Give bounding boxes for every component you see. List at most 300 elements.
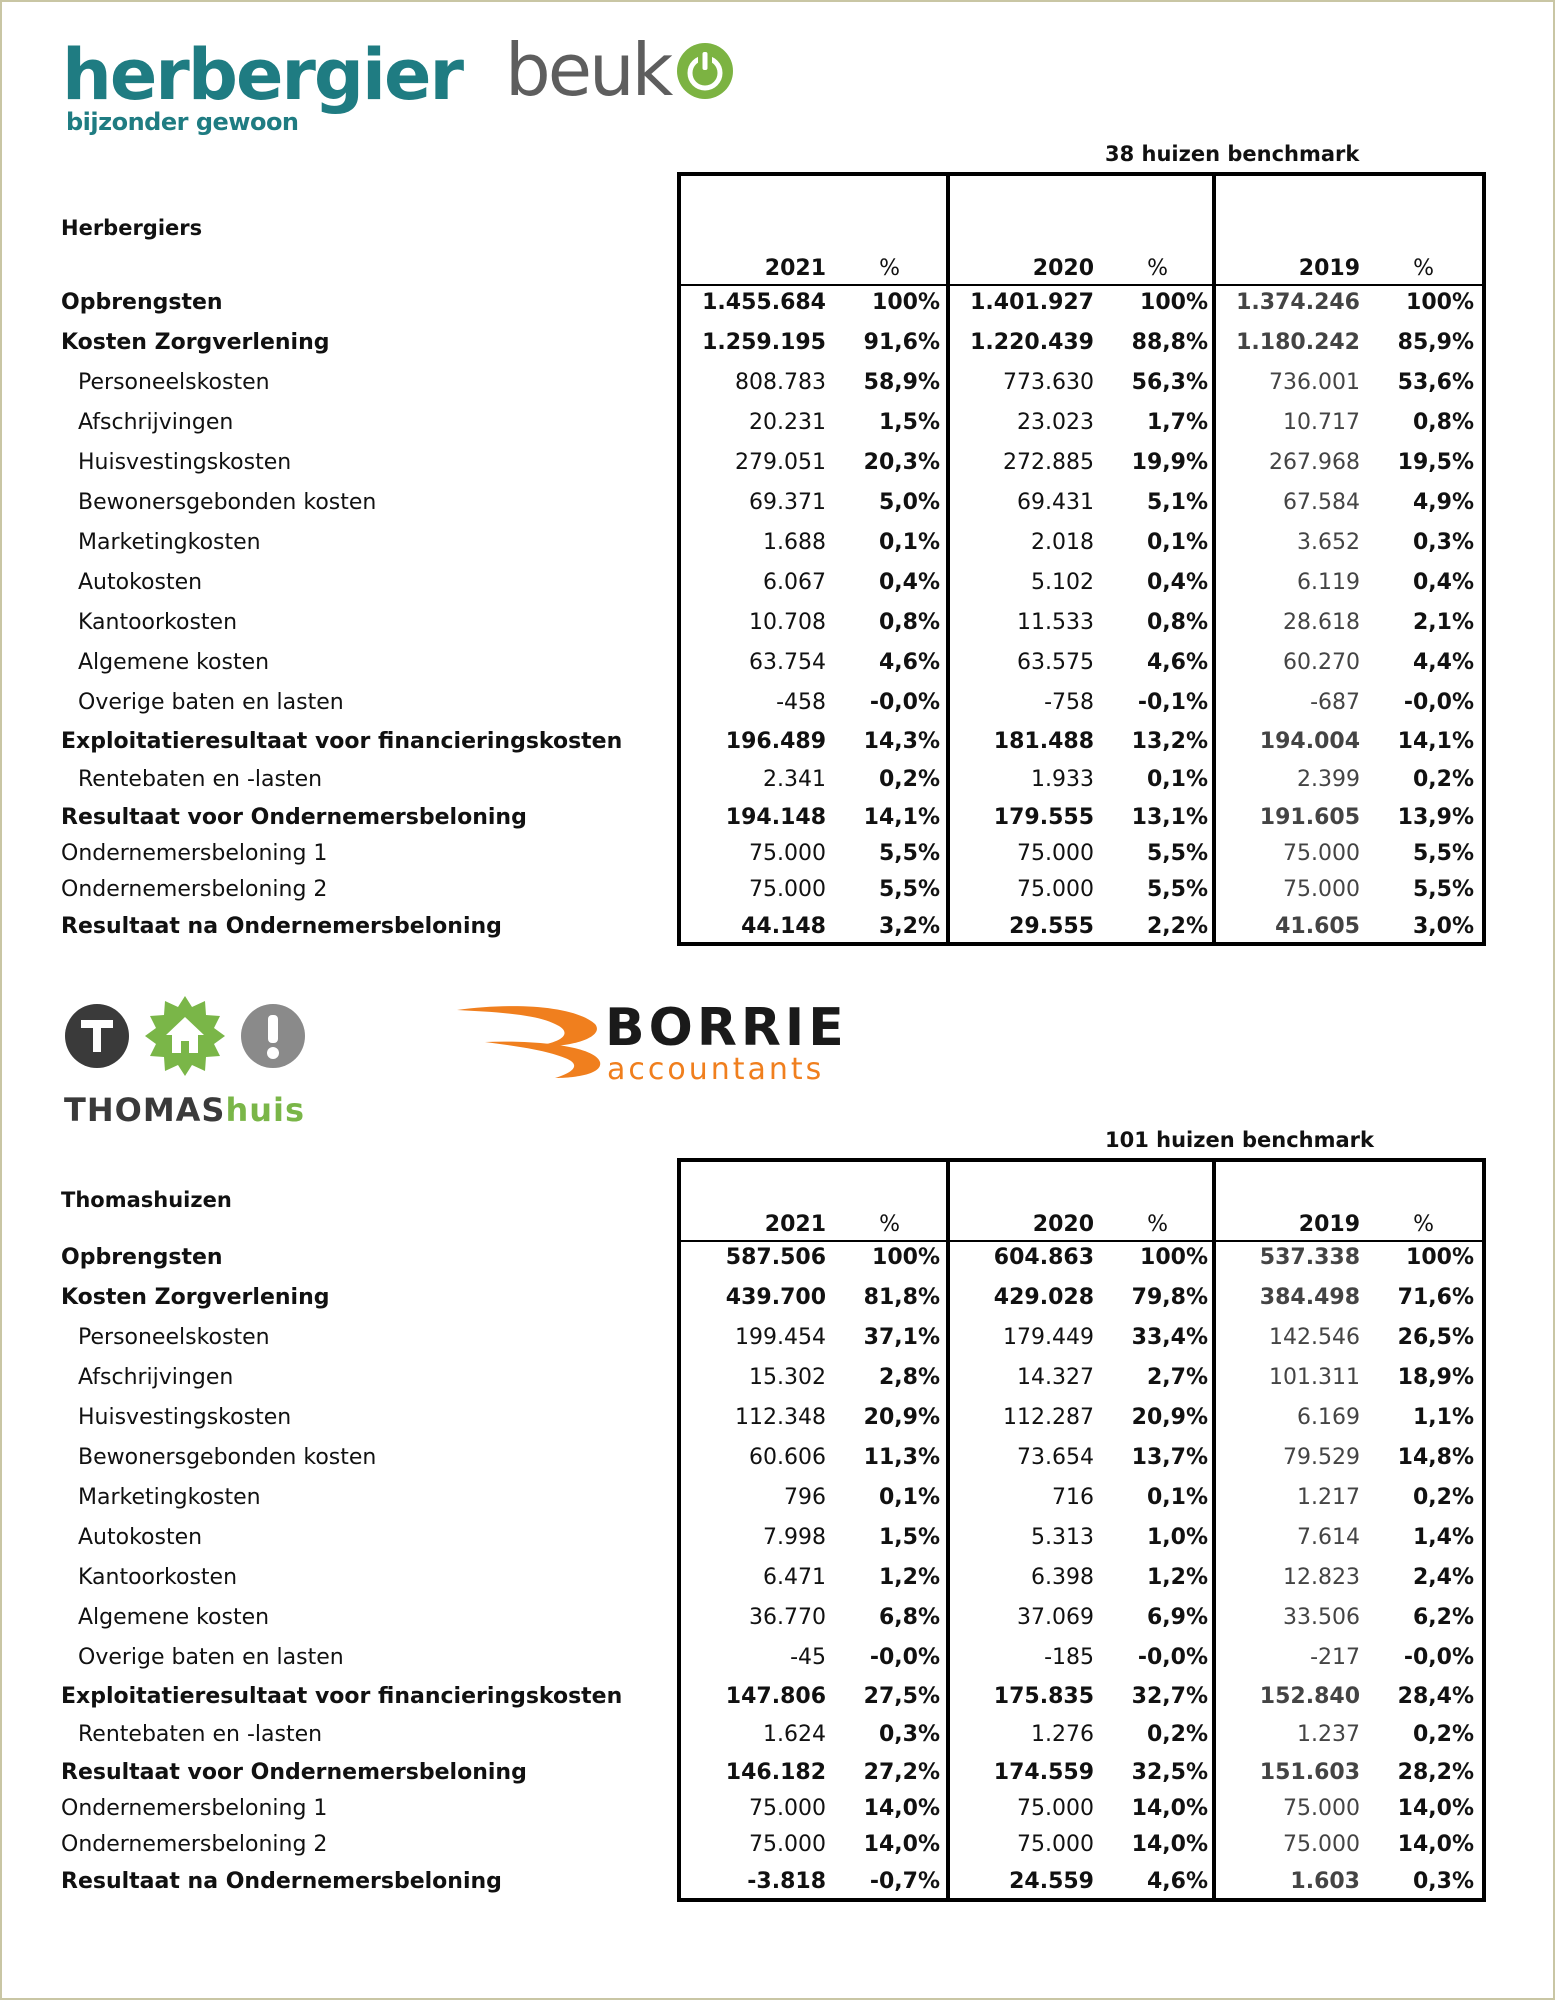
value-cell: 6.169	[1297, 1405, 1360, 1430]
value-cell: 1.603	[1290, 1869, 1360, 1894]
percent-cell: 3,0%	[1412, 914, 1474, 939]
percent-cell: 1,7%	[1146, 410, 1208, 435]
value-cell: 267.968	[1269, 450, 1360, 475]
value-cell: 194.148	[725, 805, 826, 830]
percent-cell: 11,3%	[863, 1445, 940, 1470]
header-year: 2020	[1032, 1212, 1094, 1237]
value-cell: 5.313	[1031, 1525, 1094, 1550]
table-row	[0, 610, 1555, 640]
table-row	[0, 841, 1555, 871]
value-cell: 146.182	[725, 1760, 826, 1785]
value-cell: 194.004	[1259, 729, 1360, 754]
value-cell: 75.000	[1283, 877, 1360, 902]
header-year: 2021	[764, 1212, 826, 1237]
percent-cell: 0,4%	[1146, 570, 1208, 595]
percent-cell: 14,0%	[1397, 1832, 1474, 1857]
percent-cell: -0,7%	[869, 1869, 940, 1894]
table-row	[0, 1684, 1555, 1714]
value-cell: 75.000	[1017, 841, 1094, 866]
value-cell: 6.119	[1297, 570, 1360, 595]
value-cell: -3.818	[747, 1869, 826, 1894]
value-cell: 29.555	[1009, 914, 1094, 939]
row-label: Exploitatieresultaat voor financieringskosten	[61, 1684, 623, 1709]
value-cell: 2.018	[1031, 530, 1094, 555]
percent-cell: 20,9%	[1131, 1405, 1208, 1430]
percent-cell: 1,4%	[1412, 1525, 1474, 1550]
value-cell: -45	[790, 1645, 826, 1670]
percent-cell: 100%	[1140, 1245, 1208, 1270]
value-cell: 174.559	[993, 1760, 1094, 1785]
percent-cell: 5,5%	[1412, 877, 1474, 902]
value-cell: 75.000	[1283, 1796, 1360, 1821]
percent-cell: 14,3%	[863, 729, 940, 754]
percent-cell: 85,9%	[1397, 330, 1474, 355]
percent-cell: 5,5%	[1412, 841, 1474, 866]
percent-cell: 6,2%	[1412, 1605, 1474, 1630]
value-cell: 384.498	[1259, 1285, 1360, 1310]
value-cell: 429.028	[993, 1285, 1094, 1310]
table-row	[0, 530, 1555, 560]
percent-cell: 0,4%	[878, 570, 940, 595]
value-cell: 6.398	[1031, 1565, 1094, 1590]
value-cell: 23.023	[1017, 410, 1094, 435]
row-label: Huisvestingskosten	[78, 450, 292, 475]
header-pct: %	[1413, 1212, 1434, 1237]
percent-cell: 4,6%	[878, 650, 940, 675]
percent-cell: 1,2%	[1146, 1565, 1208, 1590]
table-row	[0, 1565, 1555, 1595]
row-label: Autokosten	[78, 1525, 203, 1550]
value-cell: 3.652	[1297, 530, 1360, 555]
percent-cell: 13,9%	[1397, 805, 1474, 830]
beuk-logo	[505, 30, 734, 110]
percent-cell: 20,9%	[863, 1405, 940, 1430]
percent-cell: 14,1%	[1397, 729, 1474, 754]
table-row	[0, 370, 1555, 400]
percent-cell: 14,0%	[1131, 1832, 1208, 1857]
value-cell: 199.454	[735, 1325, 826, 1350]
value-cell: 1.217	[1297, 1485, 1360, 1510]
row-label: Kosten Zorgverlening	[61, 330, 330, 355]
value-cell: 11.533	[1017, 610, 1094, 635]
header-pct: %	[1413, 256, 1434, 281]
row-label: Opbrengsten	[61, 1245, 223, 1270]
value-cell: 6.471	[763, 1565, 826, 1590]
table-row	[0, 650, 1555, 680]
thomas-t-icon	[64, 1003, 130, 1073]
value-cell: 7.614	[1297, 1525, 1360, 1550]
value-cell: 37.069	[1017, 1605, 1094, 1630]
value-cell: 33.506	[1283, 1605, 1360, 1630]
thomas-logo-text-thomas: THOMAS	[64, 1091, 226, 1129]
row-label: Bewonersgebonden kosten	[78, 490, 377, 515]
percent-cell: 27,2%	[863, 1760, 940, 1785]
percent-cell: 14,0%	[863, 1796, 940, 1821]
row-label: Ondernemersbeloning 1	[61, 1796, 328, 1821]
percent-cell: 0,8%	[1412, 410, 1474, 435]
row-label: Rentebaten en -lasten	[78, 1722, 323, 1747]
value-cell: 75.000	[749, 877, 826, 902]
borrie-logo-sub: accountants	[607, 1052, 825, 1087]
value-cell: -185	[1044, 1645, 1094, 1670]
percent-cell: 14,8%	[1397, 1445, 1474, 1470]
table-row	[0, 1285, 1555, 1315]
value-cell: 112.287	[1003, 1405, 1094, 1430]
row-label: Resultaat voor Ondernemersbeloning	[61, 805, 527, 830]
value-cell: 10.708	[749, 610, 826, 635]
row-label: Marketingkosten	[78, 530, 261, 555]
percent-cell: 14,0%	[863, 1832, 940, 1857]
row-label: Autokosten	[78, 570, 203, 595]
table-row	[0, 1832, 1555, 1862]
value-cell: 1.259.195	[702, 330, 826, 355]
percent-cell: -0,0%	[869, 1645, 940, 1670]
percent-cell: 2,8%	[878, 1365, 940, 1390]
value-cell: 1.374.246	[1236, 290, 1360, 315]
percent-cell: 27,5%	[863, 1684, 940, 1709]
row-label: Kosten Zorgverlening	[61, 1285, 330, 1310]
header-year: 2019	[1298, 1212, 1360, 1237]
table-row	[0, 1485, 1555, 1515]
table-row	[0, 877, 1555, 907]
percent-cell: 18,9%	[1397, 1365, 1474, 1390]
value-cell: 12.823	[1283, 1565, 1360, 1590]
herbergier-logo-tagline: bijzonder gewoon	[66, 108, 299, 136]
row-label: Ondernemersbeloning 1	[61, 841, 328, 866]
value-cell: 716	[1052, 1485, 1094, 1510]
herbergier-logo	[62, 34, 463, 136]
value-cell: 10.717	[1283, 410, 1360, 435]
table-row	[0, 330, 1555, 360]
percent-cell: 0,1%	[878, 530, 940, 555]
row-label: Opbrengsten	[61, 290, 223, 315]
row-label: Afschrijvingen	[78, 1365, 234, 1390]
value-cell: 1.933	[1031, 767, 1094, 792]
table-row	[0, 914, 1555, 944]
percent-cell: 13,2%	[1131, 729, 1208, 754]
row-label: Algemene kosten	[78, 1605, 270, 1630]
percent-cell: 5,5%	[878, 877, 940, 902]
value-cell: 20.231	[749, 410, 826, 435]
value-cell: 1.401.927	[970, 290, 1094, 315]
percent-cell: 0,2%	[1146, 1722, 1208, 1747]
table-row	[0, 1525, 1555, 1555]
percent-cell: 0,3%	[1412, 530, 1474, 555]
table-row	[0, 729, 1555, 759]
value-cell: 604.863	[993, 1245, 1094, 1270]
table-row	[0, 570, 1555, 600]
value-cell: -687	[1310, 690, 1360, 715]
percent-cell: 4,9%	[1412, 490, 1474, 515]
value-cell: 67.584	[1283, 490, 1360, 515]
row-label: Huisvestingskosten	[78, 1405, 292, 1430]
header-rule	[680, 284, 1483, 286]
value-cell: 773.630	[1003, 370, 1094, 395]
thomas-exclamation-icon	[240, 1003, 306, 1073]
percent-cell: 0,4%	[1412, 570, 1474, 595]
percent-cell: 5,5%	[1146, 877, 1208, 902]
value-cell: 1.220.439	[970, 330, 1094, 355]
value-cell: 439.700	[725, 1285, 826, 1310]
table-row	[0, 1445, 1555, 1475]
percent-cell: 53,6%	[1397, 370, 1474, 395]
percent-cell: 14,1%	[863, 805, 940, 830]
borrie-logo-name: BORRIE	[605, 998, 848, 1058]
percent-cell: 28,2%	[1397, 1760, 1474, 1785]
value-cell: 179.555	[993, 805, 1094, 830]
value-cell: 179.449	[1003, 1325, 1094, 1350]
row-label: Resultaat voor Ondernemersbeloning	[61, 1760, 527, 1785]
value-cell: 191.605	[1259, 805, 1360, 830]
percent-cell: 5,1%	[1146, 490, 1208, 515]
value-cell: 2.341	[763, 767, 826, 792]
percent-cell: 0,1%	[1146, 530, 1208, 555]
value-cell: 75.000	[749, 1796, 826, 1821]
value-cell: 537.338	[1259, 1245, 1360, 1270]
value-cell: -217	[1310, 1645, 1360, 1670]
percent-cell: 2,2%	[1146, 914, 1208, 939]
percent-cell: 1,5%	[878, 410, 940, 435]
value-cell: 75.000	[1017, 1832, 1094, 1857]
percent-cell: 5,0%	[878, 490, 940, 515]
value-cell: 24.559	[1009, 1869, 1094, 1894]
percent-cell: 0,1%	[878, 1485, 940, 1510]
value-cell: 142.546	[1269, 1325, 1360, 1350]
percent-cell: 0,1%	[1146, 1485, 1208, 1510]
table-row	[0, 1605, 1555, 1635]
borrie-logo	[455, 1000, 848, 1087]
percent-cell: 1,2%	[878, 1565, 940, 1590]
row-label: Personeelskosten	[78, 370, 270, 395]
thomas-logo-text-huis: huis	[225, 1091, 306, 1129]
header-pct: %	[879, 1212, 900, 1237]
thomashuis-logo	[64, 995, 306, 1129]
percent-cell: 2,7%	[1146, 1365, 1208, 1390]
percent-cell: 1,0%	[1146, 1525, 1208, 1550]
percent-cell: 32,5%	[1131, 1760, 1208, 1785]
value-cell: 101.311	[1269, 1365, 1360, 1390]
percent-cell: 13,7%	[1131, 1445, 1208, 1470]
value-cell: 196.489	[725, 729, 826, 754]
row-label: Personeelskosten	[78, 1325, 270, 1350]
table-row	[0, 1796, 1555, 1826]
value-cell: 1.455.684	[702, 290, 826, 315]
percent-cell: -0,0%	[1403, 690, 1474, 715]
value-cell: 112.348	[735, 1405, 826, 1430]
value-cell: 2.399	[1297, 767, 1360, 792]
percent-cell: 100%	[1406, 1245, 1474, 1270]
table-row	[0, 1722, 1555, 1752]
percent-cell: 0,8%	[878, 610, 940, 635]
value-cell: 6.067	[763, 570, 826, 595]
header-pct: %	[879, 256, 900, 281]
value-cell: 28.618	[1283, 610, 1360, 635]
percent-cell: 2,4%	[1412, 1565, 1474, 1590]
value-cell: 1.688	[763, 530, 826, 555]
percent-cell: 0,1%	[1146, 767, 1208, 792]
header-year: 2020	[1032, 256, 1094, 281]
value-cell: 41.605	[1275, 914, 1360, 939]
section-title: Thomashuizen	[61, 1188, 232, 1212]
percent-cell: 4,6%	[1146, 1869, 1208, 1894]
percent-cell: -0,1%	[1137, 690, 1208, 715]
percent-cell: -0,0%	[1403, 1645, 1474, 1670]
table-row	[0, 1760, 1555, 1790]
value-cell: 69.371	[749, 490, 826, 515]
percent-cell: 0,8%	[1146, 610, 1208, 635]
value-cell: 63.754	[749, 650, 826, 675]
value-cell: 60.606	[749, 1445, 826, 1470]
value-cell: 5.102	[1031, 570, 1094, 595]
percent-cell: 100%	[872, 1245, 940, 1270]
row-label: Afschrijvingen	[78, 410, 234, 435]
beuk-power-icon	[676, 42, 734, 104]
percent-cell: 100%	[1406, 290, 1474, 315]
borrie-swoosh-icon	[455, 1002, 605, 1086]
table-row	[0, 410, 1555, 440]
percent-cell: 4,6%	[1146, 650, 1208, 675]
value-cell: 1.276	[1031, 1722, 1094, 1747]
table-row	[0, 450, 1555, 480]
percent-cell: 1,1%	[1412, 1405, 1474, 1430]
value-cell: 75.000	[749, 1832, 826, 1857]
percent-cell: 14,0%	[1397, 1796, 1474, 1821]
herbergier-logo-word: herbergier	[62, 34, 463, 116]
thomashuis-logo-text	[64, 1091, 306, 1129]
percent-cell: 19,5%	[1397, 450, 1474, 475]
percent-cell: 6,9%	[1146, 1605, 1208, 1630]
table-row	[0, 767, 1555, 797]
percent-cell: 32,7%	[1131, 1684, 1208, 1709]
benchmark-title: 38 huizen benchmark	[1105, 142, 1360, 166]
table-row	[0, 490, 1555, 520]
percent-cell: -0,0%	[869, 690, 940, 715]
value-cell: 152.840	[1259, 1684, 1360, 1709]
percent-cell: 20,3%	[863, 450, 940, 475]
row-label: Exploitatieresultaat voor financieringskosten	[61, 729, 623, 754]
value-cell: 279.051	[735, 450, 826, 475]
value-cell: 147.806	[725, 1684, 826, 1709]
value-cell: 36.770	[749, 1605, 826, 1630]
beuk-logo-word: beuk	[505, 28, 671, 112]
table-row	[0, 1405, 1555, 1435]
percent-cell: 0,3%	[878, 1722, 940, 1747]
header-year: 2019	[1298, 256, 1360, 281]
value-cell: 69.431	[1017, 490, 1094, 515]
percent-cell: 0,2%	[1412, 767, 1474, 792]
percent-cell: 100%	[1140, 290, 1208, 315]
percent-cell: 26,5%	[1397, 1325, 1474, 1350]
value-cell: 736.001	[1269, 370, 1360, 395]
row-label: Kantoorkosten	[78, 610, 238, 635]
value-cell: 587.506	[725, 1245, 826, 1270]
thomas-house-icon	[144, 995, 226, 1081]
percent-cell: 0,2%	[878, 767, 940, 792]
table-row	[0, 290, 1555, 320]
value-cell: 15.302	[749, 1365, 826, 1390]
value-cell: 60.270	[1283, 650, 1360, 675]
benchmark-title: 101 huizen benchmark	[1105, 1128, 1374, 1152]
percent-cell: 37,1%	[863, 1325, 940, 1350]
value-cell: 73.654	[1017, 1445, 1094, 1470]
value-cell: 151.603	[1259, 1760, 1360, 1785]
value-cell: 75.000	[749, 841, 826, 866]
value-cell: 181.488	[993, 729, 1094, 754]
row-label: Resultaat na Ondernemersbeloning	[61, 914, 502, 939]
header-pct: %	[1147, 256, 1168, 281]
header-pct: %	[1147, 1212, 1168, 1237]
percent-cell: 5,5%	[878, 841, 940, 866]
percent-cell: 33,4%	[1131, 1325, 1208, 1350]
value-cell: 14.327	[1017, 1365, 1094, 1390]
percent-cell: 6,8%	[878, 1605, 940, 1630]
percent-cell: 28,4%	[1397, 1684, 1474, 1709]
value-cell: 1.624	[763, 1722, 826, 1747]
row-label: Overige baten en lasten	[78, 690, 344, 715]
percent-cell: 14,0%	[1131, 1796, 1208, 1821]
percent-cell: 5,5%	[1146, 841, 1208, 866]
table-row	[0, 690, 1555, 720]
percent-cell: 91,6%	[863, 330, 940, 355]
row-label: Ondernemersbeloning 2	[61, 1832, 328, 1857]
percent-cell: 81,8%	[863, 1285, 940, 1310]
value-cell: -458	[776, 690, 826, 715]
percent-cell: 0,2%	[1412, 1722, 1474, 1747]
table-row	[0, 1869, 1555, 1899]
percent-cell: 100%	[872, 290, 940, 315]
value-cell: -758	[1044, 690, 1094, 715]
value-cell: 75.000	[1017, 1796, 1094, 1821]
percent-cell: 79,8%	[1131, 1285, 1208, 1310]
percent-cell: 71,6%	[1397, 1285, 1474, 1310]
value-cell: 75.000	[1017, 877, 1094, 902]
row-label: Rentebaten en -lasten	[78, 767, 323, 792]
value-cell: 44.148	[741, 914, 826, 939]
percent-cell: 88,8%	[1131, 330, 1208, 355]
row-label: Resultaat na Ondernemersbeloning	[61, 1869, 502, 1894]
value-cell: 79.529	[1283, 1445, 1360, 1470]
value-cell: 75.000	[1283, 1832, 1360, 1857]
percent-cell: -0,0%	[1137, 1645, 1208, 1670]
value-cell: 808.783	[735, 370, 826, 395]
value-cell: 1.180.242	[1236, 330, 1360, 355]
row-label: Ondernemersbeloning 2	[61, 877, 328, 902]
table-row	[0, 805, 1555, 835]
header-year: 2021	[764, 256, 826, 281]
header-rule	[680, 1240, 1483, 1242]
value-cell: 272.885	[1003, 450, 1094, 475]
percent-cell: 56,3%	[1131, 370, 1208, 395]
value-cell: 75.000	[1283, 841, 1360, 866]
percent-cell: 19,9%	[1131, 450, 1208, 475]
percent-cell: 58,9%	[863, 370, 940, 395]
table-row	[0, 1245, 1555, 1275]
percent-cell: 0,3%	[1412, 1869, 1474, 1894]
value-cell: 175.835	[993, 1684, 1094, 1709]
percent-cell: 13,1%	[1131, 805, 1208, 830]
row-label: Marketingkosten	[78, 1485, 261, 1510]
value-cell: 7.998	[763, 1525, 826, 1550]
row-label: Bewonersgebonden kosten	[78, 1445, 377, 1470]
percent-cell: 4,4%	[1412, 650, 1474, 675]
row-label: Kantoorkosten	[78, 1565, 238, 1590]
table-row	[0, 1365, 1555, 1395]
value-cell: 1.237	[1297, 1722, 1360, 1747]
percent-cell: 2,1%	[1412, 610, 1474, 635]
percent-cell: 0,2%	[1412, 1485, 1474, 1510]
table-row	[0, 1325, 1555, 1355]
percent-cell: 3,2%	[878, 914, 940, 939]
